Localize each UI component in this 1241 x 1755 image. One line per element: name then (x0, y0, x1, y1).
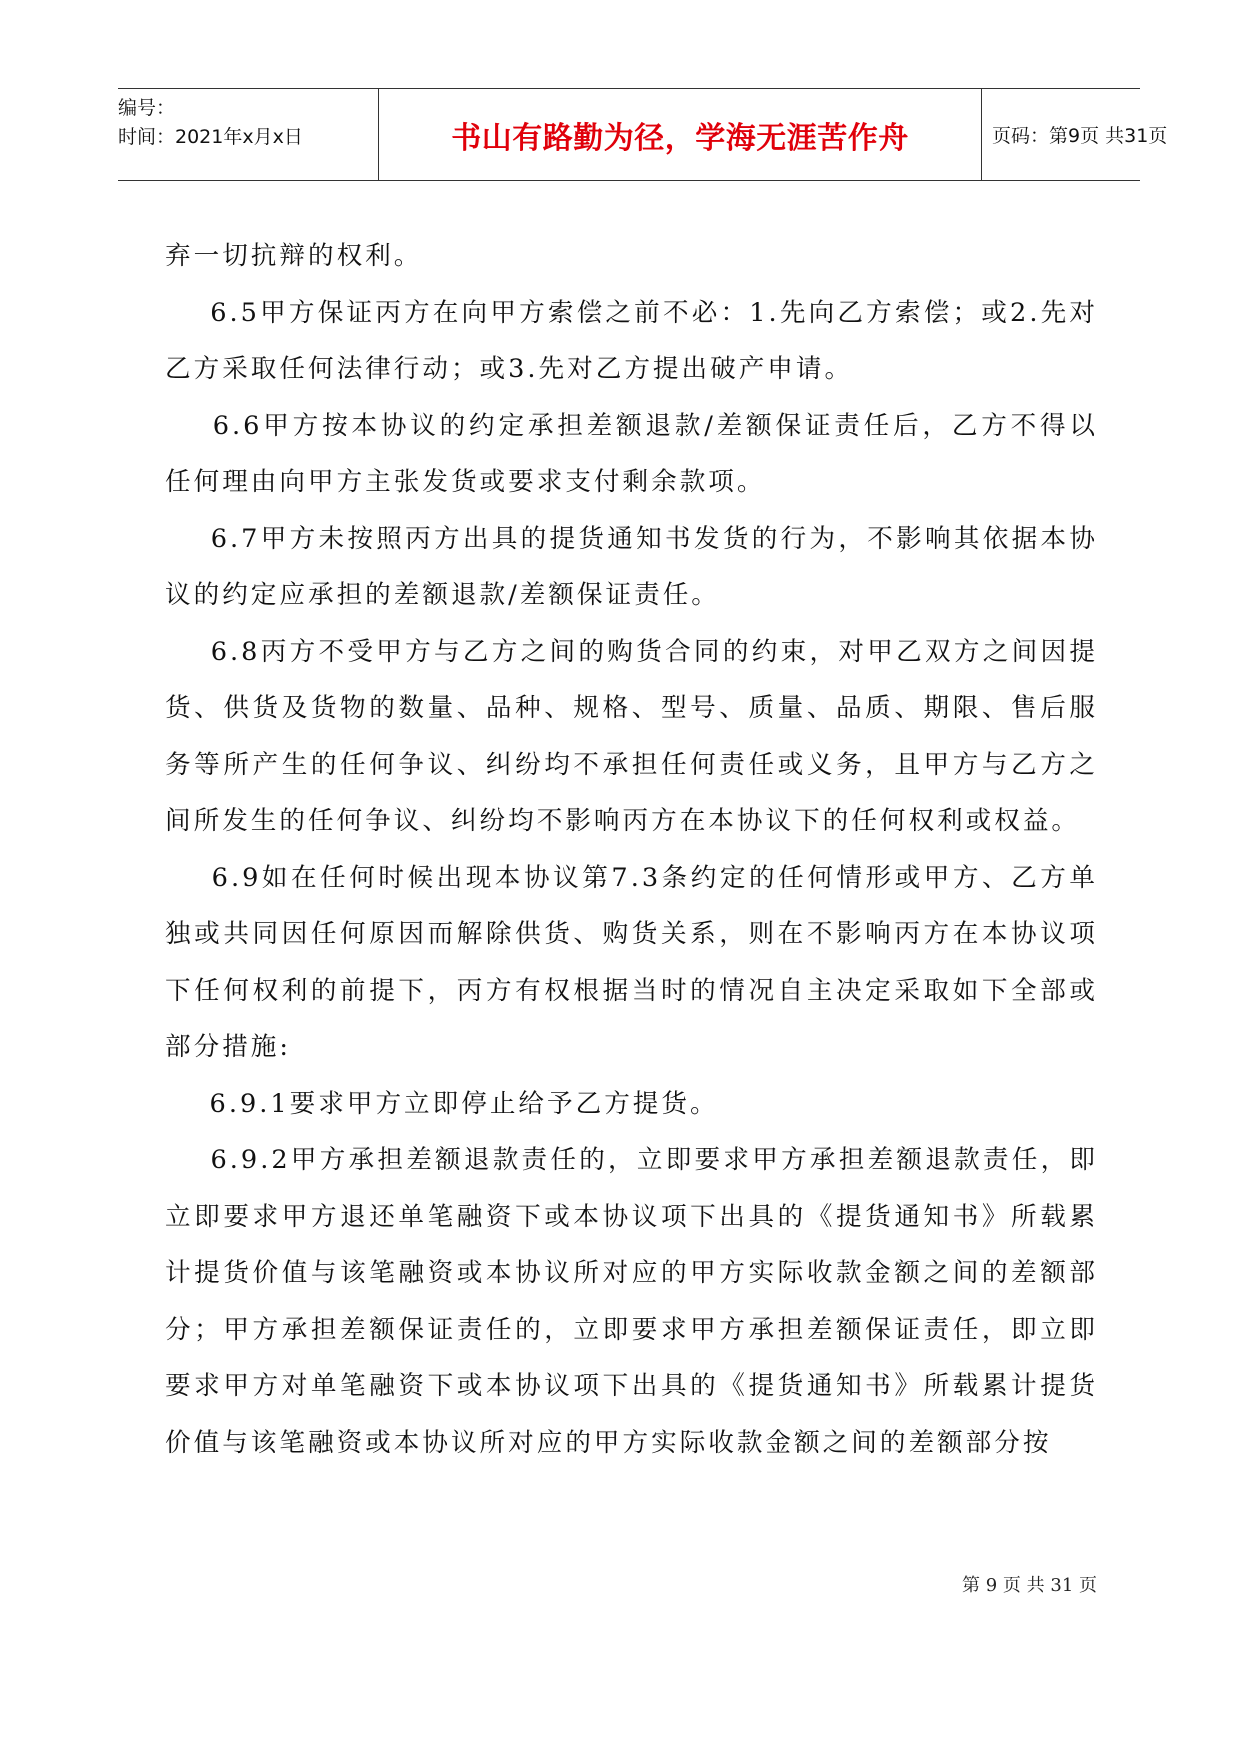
clause-6-6: 6.6甲方按本协议的约定承担差额退款/差额保证责任后，乙方不得以任何理由向甲方主张发货或要求支付剩余款项。 (165, 410, 1099, 497)
clause-6-9: 6.9如在任何时候出现本协议第7.3条约定的任何情形或甲方、乙方单独或共同因任何原因而解除供货、购货关系，则在不影响丙方在本协议项下任何权利的前提下，丙方有权根据当时的情况自主决定采取如下全部或部分措施: (165, 862, 1098, 1062)
clause-6-9-1: 6.9.1要求甲方立即停止给予乙方提货。 (165, 1088, 719, 1119)
header-meta-cell (118, 89, 379, 180)
clause-6-7: 6.7甲方未按照丙方出具的提货通知书发货的行为，不影响其依据本协议的约定应承担的差额退款/差额保证责任。 (165, 523, 1099, 610)
header-page-number: 页码：第9页 共31页 (992, 125, 1168, 147)
clause-6-5: 6.5甲方保证丙方在向甲方索偿之前不必：1.先向乙方索偿；或2.先对乙方采取任何法律行动；或3.先对乙方提出破产申请。 (165, 297, 1099, 384)
body-paragraph: 弃一切抗辩的权利。 (165, 241, 423, 271)
page-header (118, 88, 1168, 181)
clause-6-8: 6.8丙方不受甲方与乙方之间的购货合同的约束，对甲乙双方之间因提货、供货及货物的数量、品种、规格、型号、质量、品质、期限、售后服务等所产生的任何争议、纠纷均不承担任何责任或义务，且甲方与乙方之间所发生的任何争议、纠纷均不影响丙方在本协议下的任何权利或权益。 (165, 636, 1099, 836)
header-motto-cell (379, 89, 982, 180)
header-motto: 书山有路勤为径，学海无涯苦作舟 (451, 120, 909, 156)
clause-6-9-2: 6.9.2甲方承担差额退款责任的，立即要求甲方承担差额退款责任，即立即要求甲方退还单笔融资下或本协议项下出具的《提货通知书》所载累计提货价值与该笔融资或本协议所对应的甲方实际收款金额之间的差额部分；甲方承担差额保证责任的，立即要求甲方承担差额保证责任，即立即要求甲方对单笔融资下或本协议项下出具的《提货通知书》所载累计提货价值与该笔融资或本协议所对应的甲方实际收款金额之间的差额部分按 (165, 1145, 1099, 1458)
document-body (165, 228, 1098, 1471)
header-page-cell (982, 89, 1168, 180)
page-footer-number: 第 9 页 共 31 页 (962, 1575, 1097, 1596)
document-number-label: 编号： (118, 97, 176, 119)
document-time-label: 时间：2021年x月x日 (118, 126, 303, 148)
